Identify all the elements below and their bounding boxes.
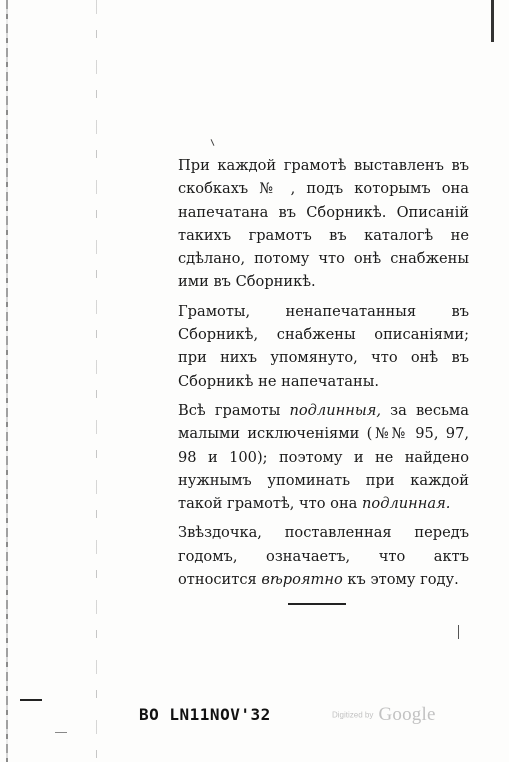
- digitization-watermark: [332, 704, 436, 726]
- paragraph-2-text: Грамоты, ненапечатанныя въ Сборникѣ, снабжены описаніями; при нихъ упомянуто, что онѣ въ Сборникѣ не напечатаны.: [178, 302, 469, 390]
- paragraph-3-text: Всѣ грамоты: [178, 401, 290, 419]
- scan-mark: [20, 699, 42, 701]
- scan-speck: [458, 625, 459, 639]
- body-text: [178, 154, 469, 597]
- paragraph-1: [178, 154, 469, 294]
- watermark-prefix: Digitized by: [332, 710, 374, 720]
- scan-speck: [211, 139, 215, 146]
- paragraph-3: [178, 399, 469, 515]
- paragraph-4: [178, 521, 469, 591]
- library-stamp: BO LN11NOV'32: [139, 705, 271, 724]
- scan-page-edge: [491, 0, 494, 42]
- paragraph-3-italic: подлинная.: [362, 495, 451, 513]
- paragraph-4-italic: вѣроятно: [261, 571, 343, 589]
- scan-binding-edge: [6, 0, 8, 762]
- paragraph-3-text: за весьма малыми исключеніями (№№ 95, 97, 98 и 100); поэтому и не найдено нужнымъ упоминать при каждой такой грамотѣ, что она: [178, 401, 469, 513]
- scan-mark: [55, 732, 67, 733]
- paragraph-2: [178, 300, 469, 393]
- paragraph-3-italic: подлинныя,: [289, 401, 382, 419]
- section-divider: [288, 603, 346, 605]
- google-logo: Google: [378, 704, 436, 725]
- paragraph-1-text: При каждой грамотѣ выставленъ въ скобкахъ № , подъ которымъ она напечатана въ Сборникѣ. Описаній такихъ грамотъ въ каталогѣ не сдѣлано, потому что онѣ снабжены ими въ Сборникѣ.: [178, 157, 469, 291]
- paragraph-4-text: къ этому году.: [342, 571, 459, 589]
- scan-binding-shadow: [96, 0, 97, 762]
- paragraph-4-text: Звѣздочка, поставленная передъ годомъ, означаетъ, что актъ относится: [178, 524, 469, 589]
